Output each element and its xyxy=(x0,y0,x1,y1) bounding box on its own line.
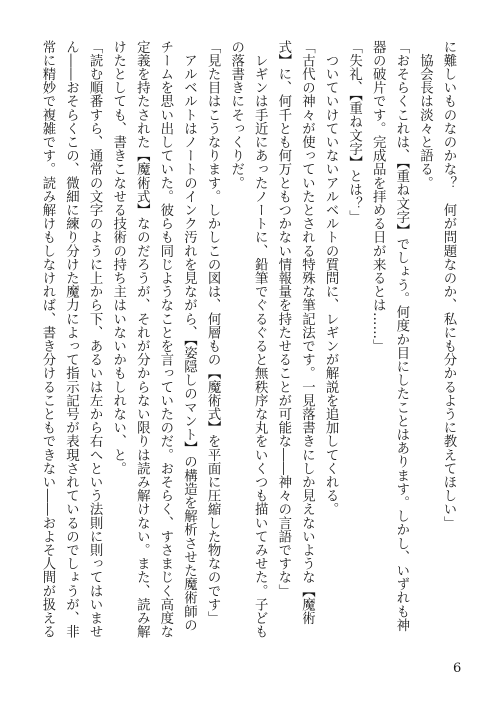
text-line: チームを思い出していた。彼らも同じようなことを言っていたのだ。おそらく、すさまじく高度な xyxy=(157,40,173,639)
text-line: 「古代の神々が使っていたとされる特殊な筆記法です。一見落書きにしか見えないような【魔術 xyxy=(299,40,315,625)
text-line: アルベルトはノートのインク汚れを見ながら、【姿隠しのマント】の構造を解析させた魔術師の xyxy=(181,40,197,632)
text-line: 「見た目はこうなります。しかしこの図は、何層もの【魔術式】を平面に圧縮した物なのです」 xyxy=(205,40,221,625)
text-line: 「おそらくこれは、【重ね文字】でしょう。何度か目にしたことはあります。しかし、いずれも神 xyxy=(393,40,409,632)
text-line: レギンは手近にあったノートに、鉛筆でぐるぐると無秩序な丸をいくつも描いてみせた。子ども xyxy=(252,40,268,639)
text-line: ついていけていないアルベルトの質問に、レギンが解説を追加してくれる。 xyxy=(323,40,339,516)
text-line: 「失礼、【重ね文字】とは？」 xyxy=(346,40,362,224)
text-line: 式】に、何千とも何万ともつかない情報量を持たせることが可能な――神々の言語ですな」 xyxy=(275,40,291,598)
text-line: けたとしても、書きこなせる技術の持ち主はいないかもしれない、と。 xyxy=(110,40,126,476)
text-line: の落書きにそっくりだ。 xyxy=(228,40,244,190)
text-line: 「読む順番すら、通常の文字のように上から下、あるいは左から右へという法則に則ってはいませ xyxy=(87,40,103,639)
body-text xyxy=(40,40,460,640)
text-line: 定義を持たされた【魔術式】なのだろうが、それが分からない限りは読み解けない。また、読み解 xyxy=(134,40,150,639)
text-line: 器の破片です。完成品を拝める日が来るとは……」 xyxy=(370,40,386,353)
text-line: ん――おそらくこの、微細に練り分けた魔力によって指示記号が表現されているのでしょうが、非 xyxy=(63,40,79,639)
text-line: 協会長は淡々と語る。 xyxy=(417,40,433,190)
text-line: に難しいものなのかな？ 何が問題なのか、私にも分かるように教えてほしい」 xyxy=(441,40,456,530)
text-line: 常に精妙で複雑です。読み解けもしなければ、書き分けることもできない――およそ人間が扱える xyxy=(40,40,55,639)
page-number: 6 xyxy=(453,661,462,676)
